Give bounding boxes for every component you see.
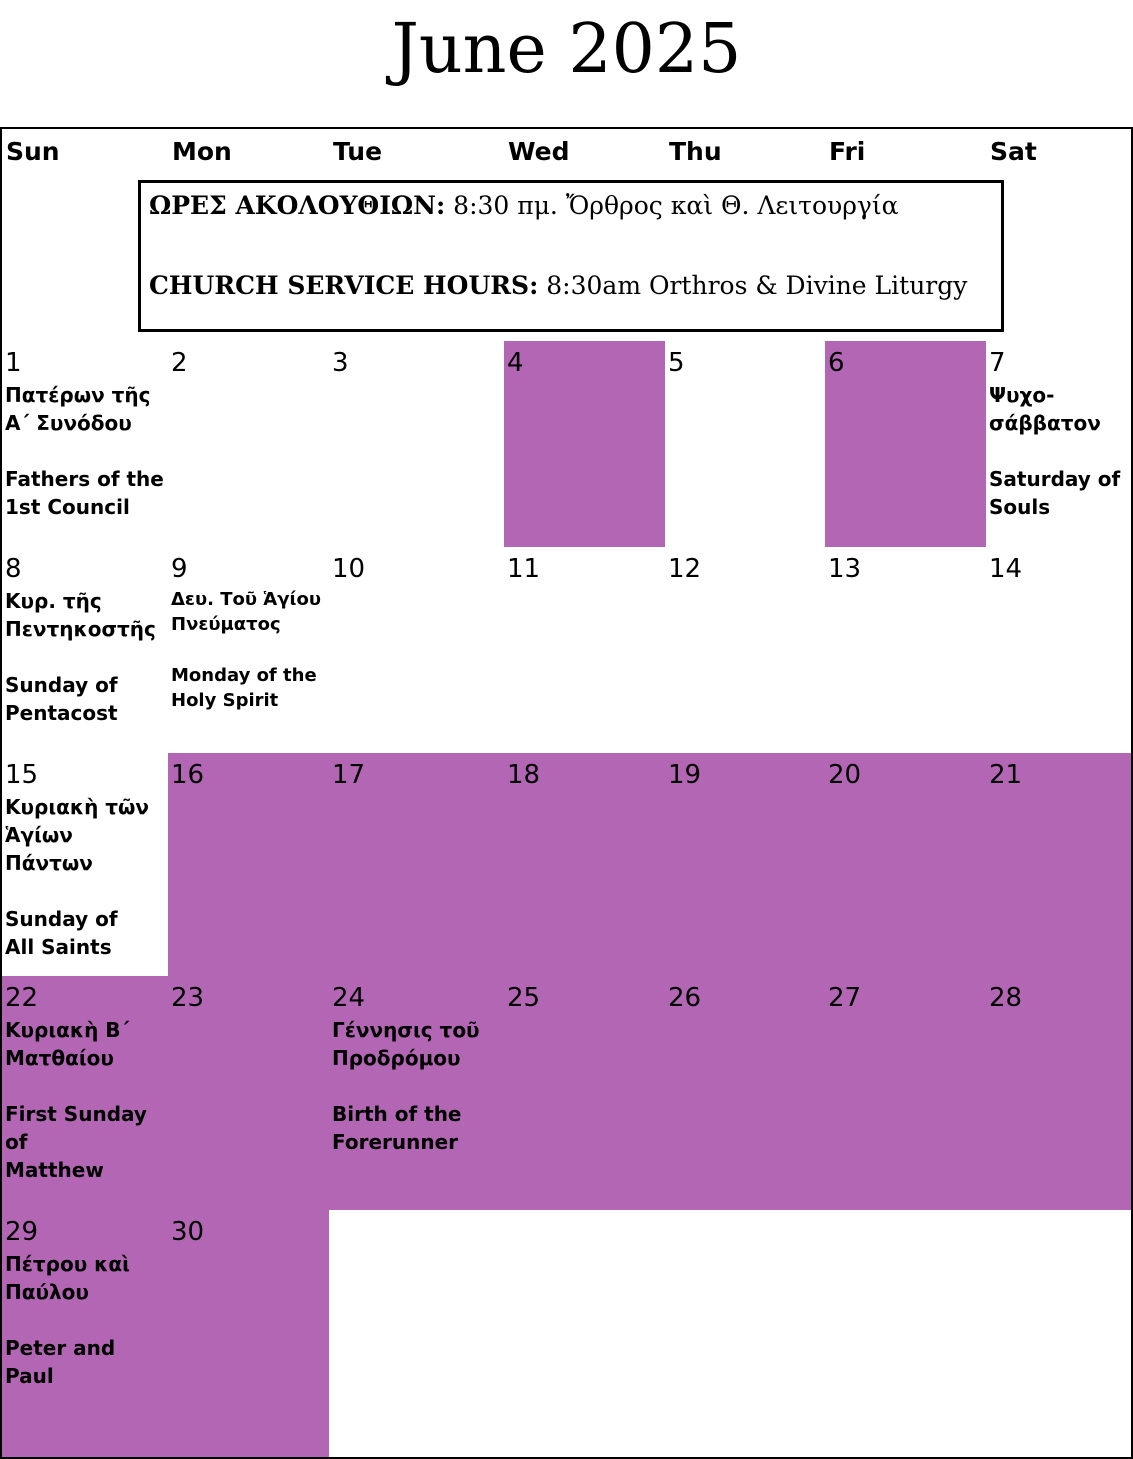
- feast-greek-line: Προδρόμου: [332, 1046, 461, 1070]
- feast-english-line: First Sunday of: [5, 1102, 147, 1154]
- feast-greek-line: Α΄ Συνόδου: [5, 411, 132, 435]
- feast-english-line: Fathers of the: [5, 467, 164, 491]
- weekday-label: Tue: [333, 137, 383, 166]
- calendar-title: June 2025: [391, 10, 742, 89]
- day-cell: [986, 753, 1133, 978]
- day-cell: [168, 341, 331, 549]
- feast-label: [989, 381, 1128, 521]
- day-cell: [986, 1210, 1133, 1459]
- day-number: 6: [828, 348, 845, 378]
- spacer: [5, 1306, 165, 1334]
- day-cell: [168, 753, 331, 978]
- day-number: 1: [5, 348, 22, 378]
- feast-greek-line: Πεντηκοστῆς: [5, 617, 156, 641]
- weekday-header: [504, 127, 667, 173]
- feast-english-line: 1st Council: [5, 495, 130, 519]
- day-number: 2: [171, 348, 188, 378]
- day-cell: [168, 547, 331, 755]
- feast-greek-line: Γέννησις τοῦ: [332, 1018, 480, 1042]
- day-cell: [825, 976, 988, 1212]
- day-number: 12: [668, 554, 702, 584]
- feast-english-line: Sunday of: [5, 673, 118, 697]
- feast-english-line: Saturday of: [989, 467, 1121, 491]
- weekday-header: [825, 127, 988, 173]
- spacer: [989, 437, 1128, 465]
- day-cell: [665, 976, 827, 1212]
- day-cell: [0, 1210, 170, 1459]
- spacer: [332, 1072, 501, 1100]
- feast-english-line: Birth of the: [332, 1102, 462, 1126]
- weekday-label: Fri: [829, 137, 866, 166]
- day-number: 25: [507, 983, 541, 1013]
- day-number: 8: [5, 554, 22, 584]
- empty-day-cell: [986, 171, 1133, 343]
- feast-greek-line: Ψυχο-: [989, 383, 1055, 407]
- day-cell: [329, 341, 506, 549]
- feast-greek-line: Κυριακὴ τῶν: [5, 795, 150, 819]
- day-cell: [504, 1210, 667, 1459]
- feast-english-line: Paul: [5, 1364, 54, 1388]
- day-number: 18: [507, 760, 541, 790]
- feast-greek-line: Κυριακὴ Β΄: [5, 1018, 130, 1042]
- day-number: 16: [171, 760, 205, 790]
- greek-hours-text: 8:30 πμ. Ὄρθρος καὶ Θ. Λειτουργία: [453, 191, 899, 220]
- feast-greek-line: σάββατον: [989, 411, 1101, 435]
- english-hours-text: 8:30am Orthros & Divine Liturgy: [546, 271, 968, 300]
- day-cell: [329, 976, 506, 1212]
- day-number: 10: [332, 554, 366, 584]
- spacer: [5, 437, 165, 465]
- feast-label: [5, 793, 165, 961]
- day-number: 9: [171, 554, 188, 584]
- day-cell: [986, 341, 1133, 549]
- day-cell: [986, 976, 1133, 1212]
- weekday-label: Wed: [508, 137, 570, 166]
- day-cell: [825, 547, 988, 755]
- day-number: 17: [332, 760, 366, 790]
- day-cell: [329, 547, 506, 755]
- day-cell: [168, 1210, 331, 1459]
- day-cell: [504, 753, 667, 978]
- day-number: 11: [507, 554, 541, 584]
- feast-english-line: Matthew: [5, 1158, 104, 1182]
- day-number: 19: [668, 760, 702, 790]
- day-number: 13: [828, 554, 862, 584]
- day-cell: [986, 547, 1133, 755]
- day-number: 3: [332, 348, 349, 378]
- weekday-header: [329, 127, 506, 173]
- english-hours-label: CHURCH SERVICE HOURS:: [149, 271, 539, 300]
- english-service-hours: [149, 271, 967, 300]
- day-cell: [168, 976, 331, 1212]
- day-cell: [665, 547, 827, 755]
- weekday-label: Sat: [990, 137, 1037, 166]
- day-cell: [825, 1210, 988, 1459]
- day-number: 28: [989, 983, 1023, 1013]
- service-hours-banner: [138, 180, 1004, 332]
- day-cell: [504, 547, 667, 755]
- feast-greek-line: Πνεύματος: [171, 614, 281, 635]
- day-number: 29: [5, 1217, 39, 1247]
- greek-service-hours: [149, 191, 899, 220]
- feast-english-line: Souls: [989, 495, 1051, 519]
- spacer: [5, 643, 165, 671]
- day-cell: [665, 753, 827, 978]
- day-number: 7: [989, 348, 1006, 378]
- feast-english-line: Forerunner: [332, 1130, 459, 1154]
- feast-greek-line: Παύλου: [5, 1280, 89, 1304]
- day-number: 20: [828, 760, 862, 790]
- feast-label: [5, 1016, 165, 1184]
- weekday-label: Mon: [172, 137, 232, 166]
- day-cell: [665, 1210, 827, 1459]
- feast-label: [332, 1016, 501, 1156]
- weekday-header: [665, 127, 827, 173]
- day-number: 27: [828, 983, 862, 1013]
- feast-english-line: All Saints: [5, 935, 112, 959]
- feast-greek-line: Πέτρου καὶ: [5, 1252, 130, 1276]
- day-number: 30: [171, 1217, 205, 1247]
- spacer: [5, 1072, 165, 1100]
- feast-label: [5, 587, 165, 727]
- spacer: [171, 637, 326, 663]
- day-number: 15: [5, 760, 39, 790]
- day-number: 14: [989, 554, 1023, 584]
- feast-english-line: Peter and: [5, 1336, 116, 1360]
- feast-english-line: Monday of the: [171, 665, 317, 686]
- day-cell: [665, 341, 827, 549]
- day-cell: [0, 976, 170, 1212]
- day-cell: [825, 341, 988, 549]
- weekday-header: [986, 127, 1133, 173]
- feast-english-line: Pentacost: [5, 701, 118, 725]
- day-cell: [329, 1210, 506, 1459]
- greek-hours-label: ΩΡΕΣ ΑΚΟΛΟΥΘΙΩΝ:: [149, 191, 446, 220]
- feast-greek-line: Ματθαίου: [5, 1046, 114, 1070]
- feast-label: [5, 1250, 165, 1390]
- day-number: 23: [171, 983, 205, 1013]
- day-cell: [504, 341, 667, 549]
- feast-label: [5, 381, 165, 521]
- weekday-label: Sun: [6, 137, 60, 166]
- day-number: 5: [668, 348, 685, 378]
- day-cell: [0, 341, 170, 549]
- feast-greek-line: Δευ. Τοῦ Ἁγίου: [171, 589, 322, 610]
- feast-english-line: Sunday of: [5, 907, 118, 931]
- day-cell: [0, 753, 170, 978]
- weekday-header: [0, 127, 170, 173]
- weekday-label: Thu: [669, 137, 722, 166]
- day-cell: [0, 547, 170, 755]
- day-number: 26: [668, 983, 702, 1013]
- feast-greek-line: Πατέρων τῆς: [5, 383, 151, 407]
- day-cell: [504, 976, 667, 1212]
- weekday-header: [168, 127, 331, 173]
- feast-label: [171, 587, 326, 713]
- day-number: 21: [989, 760, 1023, 790]
- day-number: 24: [332, 983, 366, 1013]
- feast-greek-line: Ἁγίων Πάντων: [5, 823, 93, 875]
- spacer: [5, 877, 165, 905]
- day-cell: [825, 753, 988, 978]
- day-number: 22: [5, 983, 39, 1013]
- day-number: 4: [507, 348, 524, 378]
- feast-greek-line: Κυρ. τῆς: [5, 589, 102, 613]
- feast-english-line: Holy Spirit: [171, 690, 279, 711]
- day-cell: [329, 753, 506, 978]
